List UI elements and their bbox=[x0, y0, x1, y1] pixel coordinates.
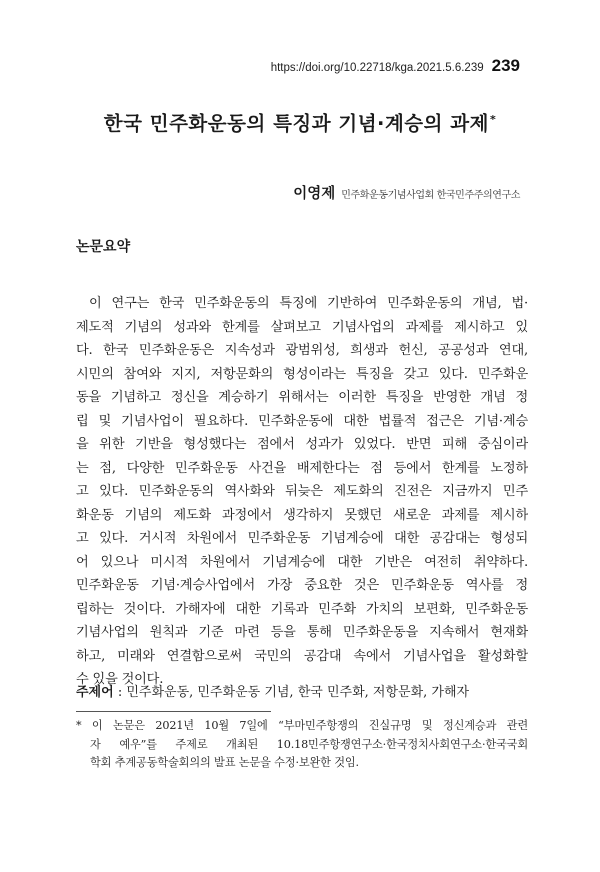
abstract-line: 립하는 것이다. 가해자에 대한 기록과 민주화 가치의 보편화, 민주화운동 bbox=[76, 601, 528, 617]
abstract-line: 고 있다. 민주화운동의 역사화와 뒤늦은 제도화의 진전은 지금까지 민주 bbox=[76, 484, 528, 499]
abstract-line: 하고, 미래와 연결함으로써 국민의 공감대 속에서 기념사업을 활성화할 bbox=[76, 648, 528, 664]
running-header bbox=[271, 56, 520, 76]
abstract-line: 어 있으나 미시적 차원에서 기념계승에 대한 기반은 여전히 취약하다. bbox=[76, 554, 528, 570]
abstract-line: 시민의 참여와 지지, 저항문화의 형성이라는 특징을 갖고 있다. 민주화운 bbox=[76, 366, 528, 382]
abstract-line: 민주화운동 기념·계승사업에서 가장 중요한 것은 민주화운동 역사를 정 bbox=[76, 578, 528, 593]
abstract-heading: 논문요약 bbox=[76, 239, 131, 255]
footnote-line: 자 예우”를 주제로 개최된 10.18민주항쟁연구소·한국정치사회연구소·한국국회 bbox=[90, 737, 528, 751]
footnote-line: * 이 논문은 2021년 10월 7일에 “부마민주항쟁의 진실규명 및 정신계승과 관련 bbox=[76, 719, 528, 732]
abstract-line: 립 및 기념사업이 필요하다. 민주화운동에 대한 법률적 접근은 기념·계승 bbox=[76, 413, 528, 429]
footnote-line: 학회 추계공동학술회의의 발표 논문을 수정·보완한 것임. bbox=[90, 756, 359, 769]
author-affiliation: 민주화운동기념사업회 한국민주주의연구소 bbox=[341, 190, 520, 201]
abstract-line: 을 위한 기반을 형성했다는 점에서 성과가 있었다. 반면 피해 중심이라 bbox=[76, 437, 528, 452]
title-footnote-marker: * bbox=[489, 112, 497, 126]
paper-title bbox=[0, 108, 600, 136]
paper-title-text: 한국 민주화운동의 특징과 기념·계승의 과제 bbox=[103, 112, 489, 135]
author-block bbox=[293, 182, 520, 203]
abstract-line: 제도적 기념의 성과와 한계를 살펴보고 기념사업의 과제를 제시하고 있 bbox=[76, 319, 528, 335]
footnote bbox=[76, 717, 528, 773]
doi-link[interactable]: https://doi.org/10.22718/kga.2021.5.6.239 bbox=[270, 62, 484, 74]
abstract-line: 수 있을 것이다. bbox=[76, 672, 164, 687]
abstract-line: 다. 한국 민주화운동은 지속성과 광범위성, 희생과 헌신, 공공성과 연대, bbox=[76, 343, 528, 358]
keywords bbox=[76, 681, 528, 700]
keywords-label: 주제어 bbox=[76, 685, 114, 700]
abstract-line: 이 연구는 한국 민주화운동의 특징에 기반하여 민주화운동의 개념, 법· bbox=[89, 296, 528, 311]
abstract-line: 동을 기념하고 정신을 계승하기 위해서는 이러한 특징을 반영한 개념 정 bbox=[76, 390, 528, 405]
keywords-text: 민주화운동, 민주화운동 기념, 한국 민주화, 저항문화, 가해자 bbox=[126, 685, 470, 700]
abstract-line: 기념사업의 원칙과 기준 마련 등을 통해 민주화운동을 지속해서 현재화 bbox=[76, 625, 528, 640]
author-name: 이영제 bbox=[293, 186, 336, 202]
footnote-divider bbox=[76, 711, 271, 712]
abstract-line: 고 있다. 거시적 차원에서 민주화운동 기념계승에 대한 공감대는 형성되 bbox=[76, 531, 528, 546]
page-number: 239 bbox=[491, 56, 520, 75]
abstract-body bbox=[76, 292, 528, 692]
keywords-separator: : bbox=[113, 685, 127, 700]
abstract-line: 화운동 기념의 제도화 과정에서 생각하지 못했던 새로운 과제를 제시하 bbox=[76, 507, 528, 523]
abstract-line: 는 점, 다양한 민주화운동 사건을 배제한다는 점 등에서 한계를 노정하 bbox=[76, 460, 528, 476]
